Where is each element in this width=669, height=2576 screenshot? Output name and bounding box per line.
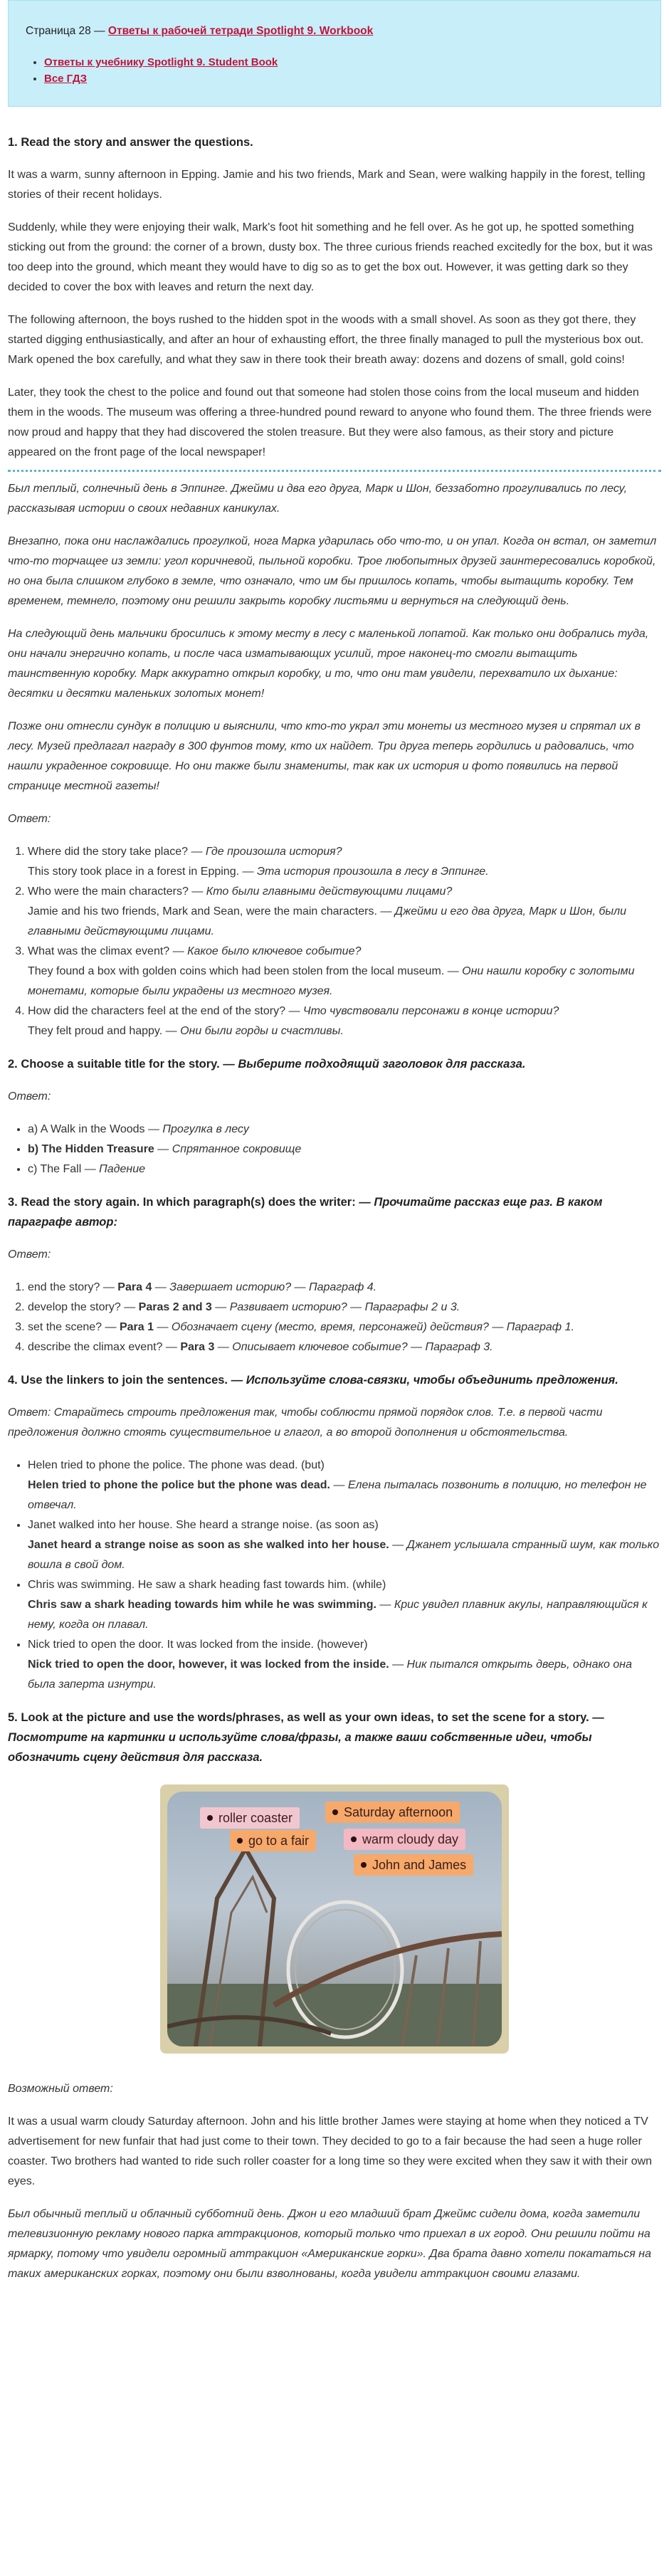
task3-heading	[8, 1192, 661, 1232]
item-translation: — Елена пыталась позвонить в полицию, но телефон не отвечал.	[28, 1479, 647, 1511]
item-question: Janet walked into her house. She heard a strange noise. (as soon as)	[28, 1519, 379, 1531]
item-translation: — Завершает историю? — Параграф 4.	[154, 1281, 377, 1293]
question-translation: — Где произошла история?	[191, 846, 342, 858]
tag-roller-coaster: roller coaster	[200, 1807, 300, 1829]
tag-saturday-afternoon: Saturday afternoon	[325, 1802, 460, 1823]
answer-translation: — Эта история произошла в лесу в Эппинге.	[242, 866, 489, 878]
item-answer: Para 1	[119, 1321, 154, 1333]
list-item	[28, 1160, 661, 1179]
item-answer: Chris saw a shark heading towards him while he was swimming.	[28, 1599, 376, 1611]
list-item	[28, 1298, 661, 1318]
picture-scene	[167, 1792, 502, 2046]
paragraphs-list	[8, 1278, 661, 1357]
task4-heading	[8, 1370, 661, 1390]
student-book-link[interactable]: Ответы к учебнику Spotlight 9. Student Book	[44, 56, 278, 68]
question-text: Where did the story take place?	[28, 846, 189, 858]
option-translation: — Падение	[84, 1163, 146, 1175]
links-list	[26, 56, 643, 85]
item-question: Helen tried to phone the police. The phone was dead. (but)	[28, 1459, 325, 1471]
heading-ru: — Прочитайте рассказ еще раз. В каком параграфе автор:	[8, 1196, 603, 1229]
translation-paragraph: Был теплый, солнечный день в Эппинге. Джейми и два его друга, Марк и Шон, беззаботно прогуливались по лесу, рассказывая истории о своих недавних каникулах.	[8, 483, 628, 515]
list-item	[28, 1456, 661, 1515]
list-item	[28, 942, 661, 1002]
option-text: a) A Walk in the Woods	[28, 1123, 145, 1135]
item-translation: — Крис увидел плавник акулы, направляющийся к нему, когда он плавал.	[28, 1599, 648, 1631]
task2-heading	[8, 1054, 661, 1074]
item-question: Chris was swimming. He saw a shark heading fast towards him. (while)	[28, 1579, 386, 1591]
task1-heading: 1. Read the story and answer the questions.	[8, 136, 253, 149]
item-text: set the scene? —	[28, 1321, 117, 1333]
heading-ru: — Используйте слова-связки, чтобы объединить предложения.	[231, 1374, 618, 1387]
workbook-link[interactable]: Ответы к рабочей тетради Spotlight 9. Workbook	[107, 25, 374, 37]
all-gdz-link[interactable]: Все ГДЗ	[44, 73, 88, 85]
list-item	[28, 1140, 661, 1160]
answer-label: Возможный ответ:	[8, 2083, 113, 2095]
item-answer: Nick tried to open the door, however, it was locked from the inside.	[28, 1658, 389, 1671]
question-translation: — Что чувствовали персонажи в конце истории?	[288, 1005, 559, 1017]
item-answer: Paras 2 and 3	[138, 1301, 212, 1313]
heading-en: 5. Look at the picture and use the words/phrases, as well as your own ideas, to set the scene for a story.	[8, 1711, 589, 1724]
story-paragraph: The following afternoon, the boys rushed to the hidden spot in the woods with a small shovel. As soon as they got there, they started digging enthusiastically, and after an hour of exhausting effort, the three finally managed to pull the mysterious box out. Mark opened the box carefully, and what they saw in there took their breath away: dozens and dozens of small, gold coins!	[8, 314, 644, 366]
item-text: describe the climax event? —	[28, 1341, 177, 1353]
answer-text: Jamie and his two friends, Mark and Sean, were the main characters.	[28, 905, 377, 918]
answer-translation: — Они были горды и счастливы.	[165, 1025, 344, 1037]
item-text: develop the story? —	[28, 1301, 136, 1313]
answer-text: It was a usual warm cloudy Saturday afternoon. John and his little brother James were staying at home when they noticed a TV advertisement for new funfair that had just come to their town. They decided to go to a fair because the had seen a huge roller coaster. Two brothers had wanted to ride such roller coaster for a long time so they were excited when they saw it with their own eyes.	[8, 2115, 653, 2187]
main-content	[0, 107, 669, 2284]
list-item	[44, 73, 643, 85]
item-translation: — Развивает историю? — Параграфы 2 и 3.	[215, 1301, 460, 1313]
item-translation: — Описывает ключевое событие? — Параграф 3.	[217, 1341, 493, 1353]
qa-list	[8, 842, 661, 1041]
answer-translation: — Джейми и его два друга, Марк и Шон, были главными действующими лицами.	[28, 905, 627, 937]
answer-text: They felt proud and happy.	[28, 1025, 163, 1037]
task5-heading	[8, 1708, 661, 1767]
heading-ru: — Посмотрите на картинки и используйте слова/фразы, а также ваши собственные идеи, чтобы обозначить сцену действия для рассказа.	[8, 1711, 604, 1764]
list-item	[28, 1318, 661, 1337]
heading-ru: — Выберите подходящий заголовок для рассказа.	[223, 1058, 526, 1071]
story-paragraph: It was a warm, sunny afternoon in Epping. Jamie and his two friends, Mark and Sean, were walking happily in the forest, telling stories of their recent holidays.	[8, 169, 646, 201]
question-text: Who were the main characters?	[28, 885, 189, 898]
answer-translation: — Они нашли коробку с золотыми монетами, которые были украдены из местного музея.	[28, 965, 635, 997]
option-translation: — Спрятанное сокровище	[157, 1143, 302, 1155]
related-links-box	[8, 0, 661, 107]
answer-label: Ответ:	[8, 813, 51, 825]
item-text: end the story? —	[28, 1281, 115, 1293]
list-item	[28, 1120, 661, 1140]
story-paragraph: Later, they took the chest to the police and found out that someone had stolen those coins from the local museum and hidden them in the woods. The museum was offering a three-hundred pound reward to anyone who found them. The three friends were now proud and happy that they had discovered the stolen treasure. But they were also famous, as their story and picture appeared on the front page of the local newspaper!	[8, 387, 652, 458]
page-label: Страница 28 —	[26, 25, 108, 37]
list-item	[44, 56, 643, 68]
answer-text: They found a box with golden coins which had been stolen from the local museum.	[28, 965, 445, 977]
translation-paragraph: На следующий день мальчики бросились к этому месту в лесу с маленькой лопатой. Как только они добрались туда, они начали энергично копать, и после часа изматывающих усилий, трое наконец-то смогли вытащить таинственную коробку. Марк аккуратно открыл коробку, и то, что они там увидели, перехватило их дыхание: десятки и десятки маленьких золотых монет!	[8, 628, 649, 700]
list-item	[28, 882, 661, 942]
tag-warm-cloudy-day: warm cloudy day	[344, 1829, 465, 1850]
roller-coaster-picture	[160, 1784, 509, 2054]
heading-en: 3. Read the story again. In which paragraph(s) does the writer:	[8, 1196, 356, 1209]
answer-translation: Был обычный теплый и облачный субботний день. Джон и его младший брат Джеймс сидели дома, когда заметили телевизионную рекламу нового парка аттракционов, который только что приехал в их город. Они решили пойти на ярмарку, потому что увидели огромный аттракцион «Американские горки». Два брата давно хотели покататься на таких американских горках, поэтому они были взволнованы, когда увидели аттракцион своими глазами.	[8, 2208, 651, 2280]
list-item	[28, 1337, 661, 1357]
item-question: Nick tried to open the door. It was locked from the inside. (however)	[28, 1639, 368, 1651]
list-item	[28, 1278, 661, 1298]
answer-label: Ответ:	[8, 1090, 51, 1103]
list-item	[28, 1002, 661, 1041]
list-item	[28, 842, 661, 882]
translation-paragraph: Внезапно, пока они наслаждались прогулкой, нога Марка ударилась обо что-то, и он упал. Когда он встал, он заметил что-то торчащее из земли: угол коричневой, пыльной коробки. Трое любопытных друзей заинтересовались коробкой, но она была слишком глубоко в земле, что означало, что им бы пришлось копать, чтобы вытащить коробку. Тем временем, темнело, поэтому они решили закрыть коробку листьями и вернуться на следующий день.	[8, 535, 657, 607]
answer-label: Ответ:	[8, 1248, 51, 1261]
question-translation: — Кто были главными действующими лицами?	[191, 885, 453, 898]
item-answer: Janet heard a strange noise as soon as she walked into her house.	[28, 1539, 389, 1551]
question-text: What was the climax event?	[28, 945, 170, 957]
question-text: How did the characters feel at the end of the story?	[28, 1005, 285, 1017]
answer-text: This story took place in a forest in Epping.	[28, 866, 240, 878]
translation-paragraph: Позже они отнесли сундук в полицию и выяснили, что кто-то украл эти монеты из местного музея и спрятал их в лесу. Музей предлагал награду в 300 фунтов тому, кто их найдет. Три друга теперь гордились и радовались, что нашли украденное сокровище. Но они также были знамениты, так как их история и фото появились на первой странице местной газеты!	[8, 720, 641, 792]
linkers-list	[8, 1456, 661, 1695]
heading-en: 2. Choose a suitable title for the story.	[8, 1058, 220, 1071]
item-translation: — Ник пытался открыть дверь, однако она была заперта изнутри.	[28, 1658, 632, 1691]
item-answer: Helen tried to phone the police but the phone was dead.	[28, 1479, 330, 1491]
option-text: b) The Hidden Treasure	[28, 1143, 154, 1155]
title-options-list	[8, 1120, 661, 1179]
list-item	[28, 1515, 661, 1575]
tag-john-and-james: John and James	[354, 1854, 473, 1876]
heading-en: 4. Use the linkers to join the sentences.	[8, 1374, 228, 1387]
item-translation: — Обозначает сцену (место, время, персонажей) действия? — Параграф 1.	[157, 1321, 574, 1333]
list-item	[28, 1575, 661, 1635]
option-text: c) The Fall	[28, 1163, 82, 1175]
story-paragraph: Suddenly, while they were enjoying their walk, Mark's foot hit something and he fell over. As he got up, he spotted something sticking out from the ground: the corner of a brown, dusty box. The three curious friends reached excitedly for the box, but it was too deep into the ground, which meant they would have to dig so as to get the box out. However, it was getting dark so they decided to cover the box with leaves and return the next day.	[8, 221, 653, 293]
page-label-line	[26, 25, 643, 38]
item-answer: Para 3	[180, 1341, 215, 1353]
option-translation: — Прогулка в лесу	[147, 1123, 249, 1135]
item-answer: Para 4	[117, 1281, 152, 1293]
tag-go-to-a-fair: go to a fair	[230, 1830, 316, 1851]
answer-note: Ответ: Старайтесь строить предложения так, чтобы соблюсти прямой порядок слов. Т.е. в первой части предложения должно стоять существительное и глагол, а во второй дополнения и обстоятельства.	[8, 1407, 603, 1439]
question-translation: — Какое было ключевое событие?	[172, 945, 362, 957]
list-item	[28, 1635, 661, 1695]
item-translation: — Джанет услышала странный шум, как только вошла в свой дом.	[28, 1539, 660, 1571]
